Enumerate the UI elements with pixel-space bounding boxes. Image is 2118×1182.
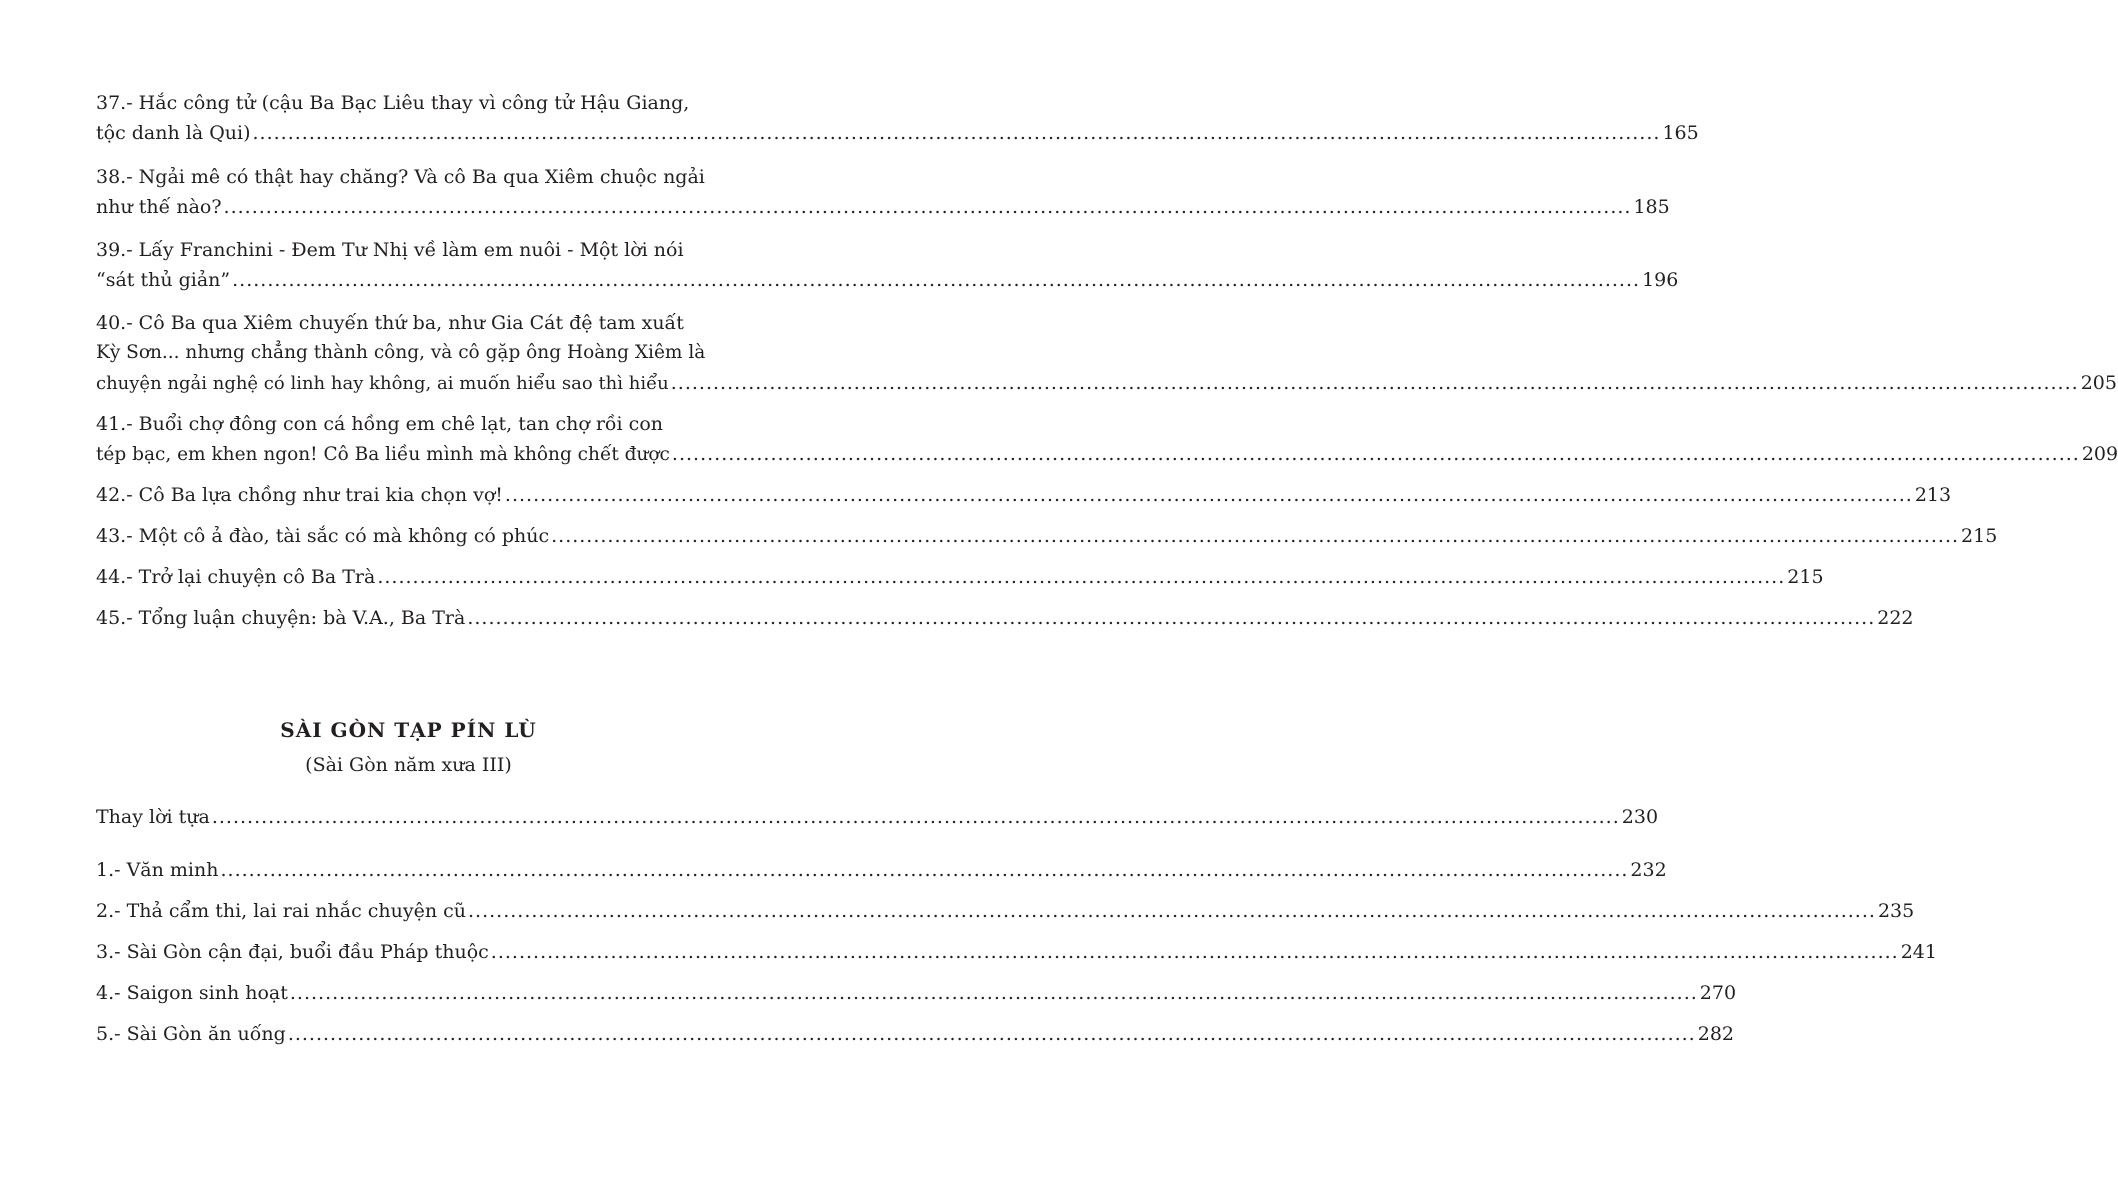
leader-dots: ........................................................................................................................................................................................................	[220, 859, 1629, 881]
toc-entry-text: “sát thủ giản”	[96, 269, 231, 291]
section-heading	[96, 716, 721, 779]
toc-entry-41	[96, 409, 2118, 470]
page-number: 215	[1787, 566, 1824, 588]
toc-entry-42	[96, 480, 1952, 510]
page-number: 215	[1961, 525, 1998, 547]
leader-dots: ........................................................................................................................................................................................................	[551, 525, 1960, 547]
section-subtitle: (Sài Gòn năm xưa III)	[305, 754, 512, 776]
toc-entry-text: 3.- Sài Gòn cận đại, buổi đầu Pháp thuộc	[96, 941, 489, 963]
toc-entry-3	[96, 937, 1937, 967]
toc-entry-text: như thế nào?	[96, 196, 222, 218]
toc-entry-text: Kỳ Sơn... nhưng chẳng thành công, và cô gặp ông Hoàng Xiêm là	[96, 342, 706, 363]
leader-dots: ........................................................................................................................................................................................................	[467, 607, 1876, 629]
toc-entry-text: 40.- Cô Ba qua Xiêm chuyến thứ ba, như Gia Cát đệ tam xuất	[96, 312, 684, 334]
page-number: 205	[2080, 372, 2117, 394]
toc-entry-1	[96, 855, 1667, 885]
leader-dots: ........................................................................................................................................................................................................	[377, 566, 1786, 588]
page-number: 165	[1662, 122, 1699, 144]
leader-dots: ........................................................................................................................................................................................................	[670, 372, 2079, 394]
leader-dots: ........................................................................................................................................................................................................	[252, 122, 1661, 144]
toc-entry-text: 4.- Saigon sinh hoạt	[96, 982, 288, 1004]
leader-dots: ........................................................................................................................................................................................................	[490, 941, 1899, 963]
toc-entry-43	[96, 521, 1998, 551]
page-number: 232	[1630, 859, 1667, 881]
toc-entry-text: 5.- Sài Gòn ăn uống	[96, 1023, 286, 1045]
leader-dots: ........................................................................................................................................................................................................	[468, 900, 1876, 922]
toc-entry-5	[96, 1019, 1734, 1049]
page-number: 209	[2081, 443, 2118, 465]
toc-entry-text: 45.- Tổng luận chuyện: bà V.A., Ba Trà	[96, 607, 466, 629]
toc-entry-text: tép bạc, em khen ngon! Cô Ba liều mình mà không chết được	[96, 444, 670, 465]
toc-entry-text: tộc danh là Qui)	[96, 122, 251, 144]
toc-entry-text: 37.- Hắc công tử (cậu Ba Bạc Liêu thay vì công tử Hậu Giang,	[96, 92, 690, 114]
leader-dots: ........................................................................................................................................................................................................	[671, 443, 2080, 465]
toc-entry-text: 43.- Một cô ả đào, tài sắc có mà không có phúc	[96, 525, 550, 547]
section-title: SÀI GÒN TẠP PÍN LÙ	[280, 718, 537, 742]
toc-entry-45	[96, 603, 1914, 633]
page-number: 222	[1877, 607, 1914, 629]
page-number: 235	[1877, 900, 1915, 922]
toc-entry-38	[96, 162, 1670, 222]
toc-entry-text: 39.- Lấy Franchini - Đem Tư Nhị về làm em nuôi - Một lời nói	[96, 239, 684, 261]
leader-dots: ........................................................................................................................................................................................................	[211, 806, 1620, 828]
page-number: 230	[1621, 806, 1659, 828]
toc-entry-text: 38.- Ngải mê có thật hay chăng? Và cô Ba qua Xiêm chuộc ngải	[96, 166, 705, 188]
page-number: 241	[1900, 941, 1937, 963]
toc-entry-text: chuyện ngải nghệ có linh hay không, ai muốn hiểu sao thì hiểu	[96, 373, 669, 394]
toc-entry-text: 42.- Cô Ba lựa chồng như trai kia chọn vợ!	[96, 484, 503, 506]
toc-entry-4	[96, 978, 1737, 1008]
toc-entry-2	[96, 896, 1915, 926]
page-number: 196	[1642, 269, 1679, 291]
leader-dots: ........................................................................................................................................................................................................	[289, 982, 1698, 1004]
toc-entry-39	[96, 235, 1679, 295]
toc-entry-text: 44.- Trở lại chuyện cô Ba Trà	[96, 566, 376, 588]
toc-entry-text: 2.- Thả cẩm thi, lai rai nhắc chuyện cũ	[96, 900, 467, 922]
page-number: 270	[1699, 982, 1737, 1004]
toc-entry-text: 1.- Văn minh	[96, 859, 219, 881]
toc-entry-40	[96, 308, 2117, 399]
toc-entry-text: Thay lời tựa	[96, 806, 210, 828]
leader-dots: ........................................................................................................................................................................................................	[223, 196, 1632, 218]
page-number: 213	[1914, 484, 1952, 506]
leader-dots: ........................................................................................................................................................................................................	[504, 484, 1913, 506]
leader-dots: ........................................................................................................................................................................................................	[287, 1023, 1696, 1045]
toc-entry-37	[96, 88, 1699, 148]
toc-entry-text: 41.- Buổi chợ đông con cá hồng em chê lạt, tan chợ rồi con	[96, 413, 663, 435]
toc-entry-44	[96, 562, 1824, 592]
leader-dots: ........................................................................................................................................................................................................	[232, 269, 1641, 291]
page-number: 185	[1633, 196, 1670, 218]
toc-entry-preface	[96, 802, 1659, 832]
page-number: 282	[1697, 1023, 1734, 1045]
